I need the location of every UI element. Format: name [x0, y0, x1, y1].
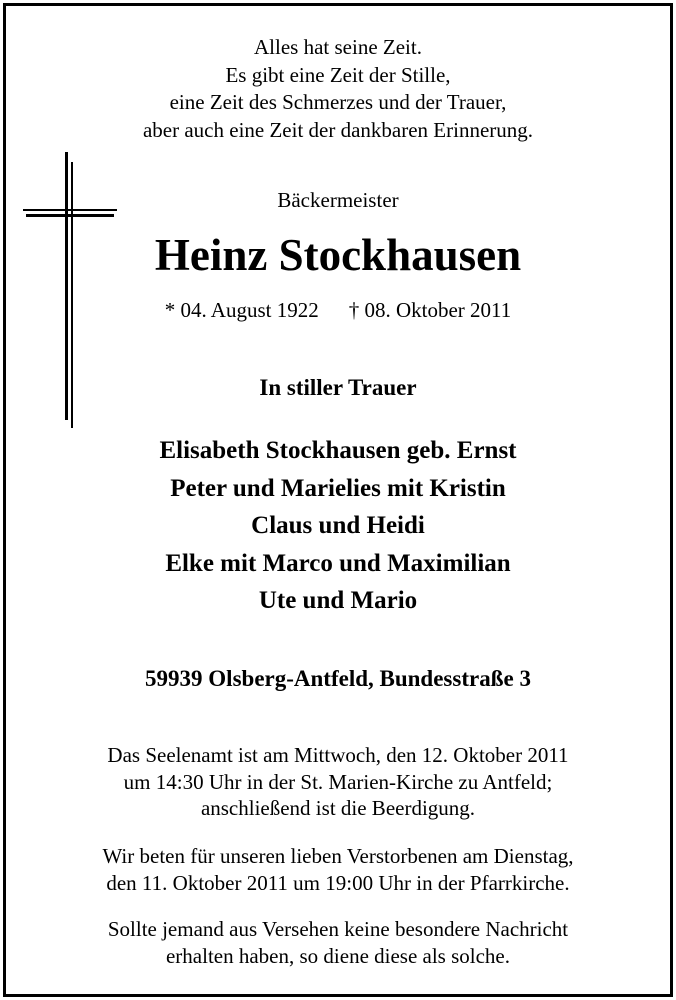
notice	[0, 916, 676, 969]
deceased-title: Bäckermeister	[277, 188, 399, 212]
family-list	[0, 432, 676, 620]
poem-line: aber auch eine Zeit der dankbaren Erinnerung.	[142, 117, 534, 142]
service-line: um 14:30 Uhr in der St. Marien-Kirche zu Antfeld;	[123, 769, 553, 794]
family-member: Elisabeth Stockhausen geb. Ernst	[159, 437, 517, 464]
notice-line: erhalten haben, so diene diese als solche.	[165, 943, 511, 968]
family-member: Ute und Mario	[258, 587, 418, 614]
family-member: Claus und Heidi	[251, 512, 425, 539]
poem	[0, 34, 676, 144]
birth-date: * 04. August 1922	[164, 298, 319, 322]
deceased-name: Heinz Stockhausen	[154, 230, 522, 280]
poem-line: eine Zeit des Schmerzes und der Trauer,	[169, 90, 507, 114]
mourning-heading: In stiller Trauer	[259, 375, 417, 400]
notice-line: Sollte jemand aus Versehen keine besondere Nachricht	[107, 917, 569, 941]
poem-line: Alles hat seine Zeit.	[254, 35, 422, 59]
prayer-line: den 11. Oktober 2011 um 19:00 Uhr in der Pfarrkirche.	[106, 870, 570, 895]
prayer-info	[0, 843, 676, 896]
address: 59939 Olsberg-Antfeld, Bundesstraße 3	[145, 666, 531, 691]
family-member: Peter und Marielies mit Kristin	[170, 474, 506, 502]
family-member: Elke mit Marco und Maximilian	[165, 549, 511, 577]
poem-line: Es gibt eine Zeit der Stille,	[225, 62, 451, 87]
death-date: † 08. Oktober 2011	[348, 298, 512, 322]
service-line: anschließend ist die Beerdigung.	[200, 796, 476, 820]
prayer-line: Wir beten für unseren lieben Verstorbenen am Dienstag,	[102, 844, 574, 868]
service-info	[0, 742, 676, 822]
life-dates	[0, 296, 676, 324]
service-line: Das Seelenamt ist am Mittwoch, den 12. Oktober 2011	[107, 743, 569, 767]
